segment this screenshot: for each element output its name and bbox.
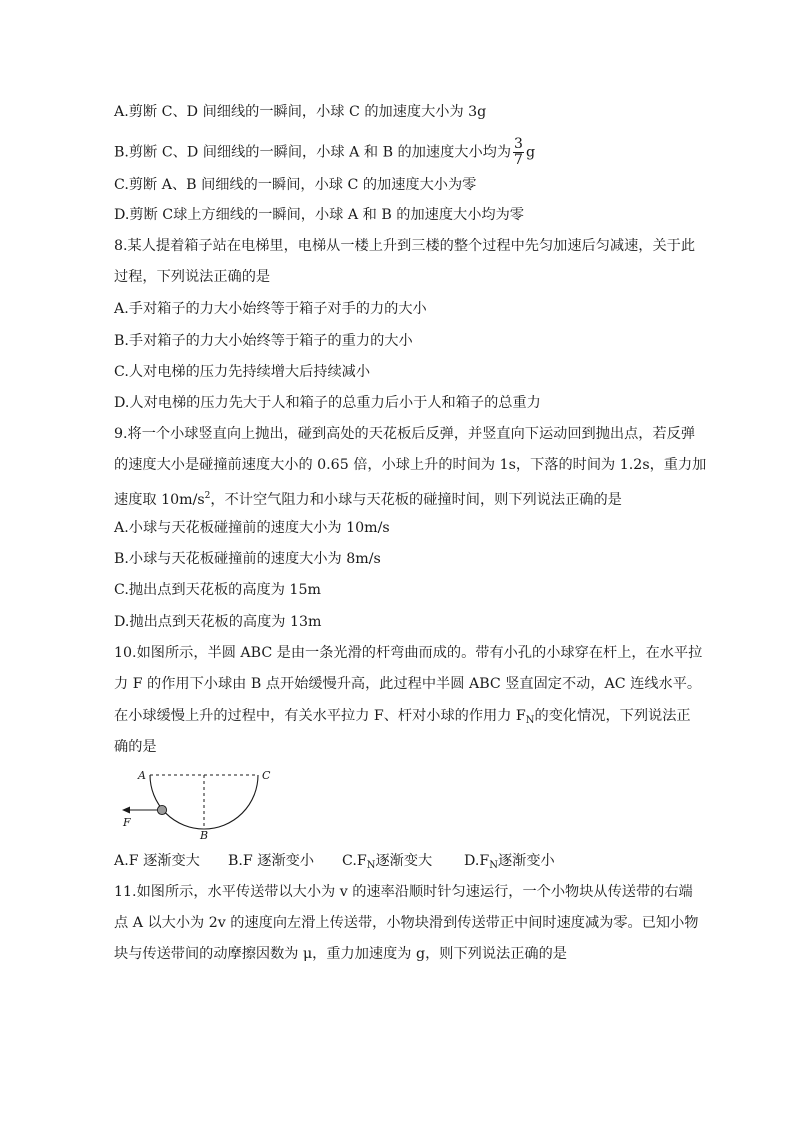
q10-stem-line-3-rest: 的变化情况，下列说法正 [534,708,691,724]
label-c: C [262,769,271,782]
q10-stem-line-3-text: 在小球缓慢上升的过程中，有关水平拉力 F、杆对小球的作用力 F [114,708,526,724]
q8-stem-line-1: 8.某人提着箱子站在电梯里，电梯从一楼上升到三楼的整个过程中先匀加速后匀减速，关于此 [114,238,696,254]
subscript-n: N [489,860,498,871]
superscript-2: 2 [204,491,211,501]
q10-option-c-prefix: C.F [342,853,367,869]
q10-option-b: B.F 逐渐变小 [228,853,315,869]
q11-stem-line-3: 块与传送带间的动摩擦因数为 μ，重力加速度为 g，则下列说法正确的是 [114,946,567,962]
q7-option-c: C.剪断 A、B 间细线的一瞬间，小球 C 的加速度大小为零 [114,177,477,193]
arrow-head-icon [122,807,130,814]
ball [157,805,166,814]
q10-stem-line-1: 10.如图所示，半圆 ABC 是由一条光滑的杆弯曲而成的。带有小孔的小球穿在杆上，在水平拉 [114,645,703,661]
fraction-denominator: 7 [514,152,523,168]
q10-options-row [114,851,555,876]
q8-option-a: A.手对箱子的力大小始终等于箱子对手的力的大小 [114,301,427,317]
q8-option-b: B.手对箱子的力大小始终等于箱子的重力的大小 [114,333,413,349]
fraction-3-7 [513,137,524,168]
q10-option-d-text: 逐渐变小 [497,853,555,869]
q10-option-a: A.F 逐渐变大 [114,853,200,869]
q9-option-c: C.抛出点到天花板的高度为 15m [114,582,321,598]
q10-option-c [342,851,464,876]
label-a: A [138,769,146,782]
q10-option-d [464,851,555,876]
q9-stem-line-3-rest: ，不计空气阻力和小球与天花板的碰撞时间，则下列说法正确的是 [210,492,622,508]
label-f: F [123,816,131,829]
q9-option-d: D.抛出点到天花板的高度为 13m [114,614,322,630]
q10-stem-line-3 [114,706,691,731]
subscript-n: N [525,715,535,726]
q11-stem-line-2: 点 A 以大小为 2v 的速度向左滑上传送带，小物块滑到传送带正中间时速度减为零。已知小物 [114,915,699,931]
q9-option-b: B.小球与天花板碰撞前的速度大小为 8m/s [114,551,381,567]
label-b: B [200,829,209,840]
q7-option-d: D.剪断 C球上方细线的一瞬间，小球 A 和 B 的加速度大小均为零 [114,207,524,223]
q11-stem-line-1: 11.如图所示，水平传送带以大小为 v 的速率沿顺时针匀速运行，一个小物块从传送带的右端 [114,884,693,900]
q10-stem-line-2: 力 F 的作用下小球由 B 点开始缓慢升高，此过程中半圆 ABC 竖直固定不动，AC 连线水平。 [114,676,702,692]
q10-stem-line-4: 确的是 [114,739,157,755]
q8-option-c: C.人对电梯的压力先持续增大后持续减小 [114,364,371,380]
q8-stem-line-2: 过程，下列说法正确的是 [114,269,271,285]
q7-option-b [114,137,535,168]
q9-stem-line-1: 9.将一个小球竖直向上抛出，碰到高处的天花板后反弹，并竖直向下运动回到抛出点，若反弹 [114,426,696,442]
q9-stem-line-3-text: 速度取 10m/s [114,492,205,508]
subscript-n: N [366,860,376,871]
q10-option-c-text: 逐渐变大 [375,853,433,869]
q9-stem-line-2: 的速度大小是碰撞前速度大小的 0.65 倍，小球上升的时间为 1s，下落的时间为 1.2s，重力加 [114,457,707,473]
semicircle-figure [118,764,288,840]
q8-option-d: D.人对电梯的压力先大于人和箱子的总重力后小于人和箱子的总重力 [114,395,541,411]
q9-stem-line-3 [114,486,622,510]
q7-option-b-unit: g [525,144,536,161]
fraction-numerator: 3 [514,136,523,152]
q7-option-a: A.剪断 C、D 间细线的一瞬间，小球 C 的加速度大小为 3g [114,104,487,120]
q9-option-a: A.小球与天花板碰撞前的速度大小为 10m/s [114,520,390,536]
q7-option-b-text: B.剪断 C、D 间细线的一瞬间，小球 A 和 B 的加速度大小均为 [114,144,512,161]
q10-option-d-prefix: D.F [464,853,490,869]
